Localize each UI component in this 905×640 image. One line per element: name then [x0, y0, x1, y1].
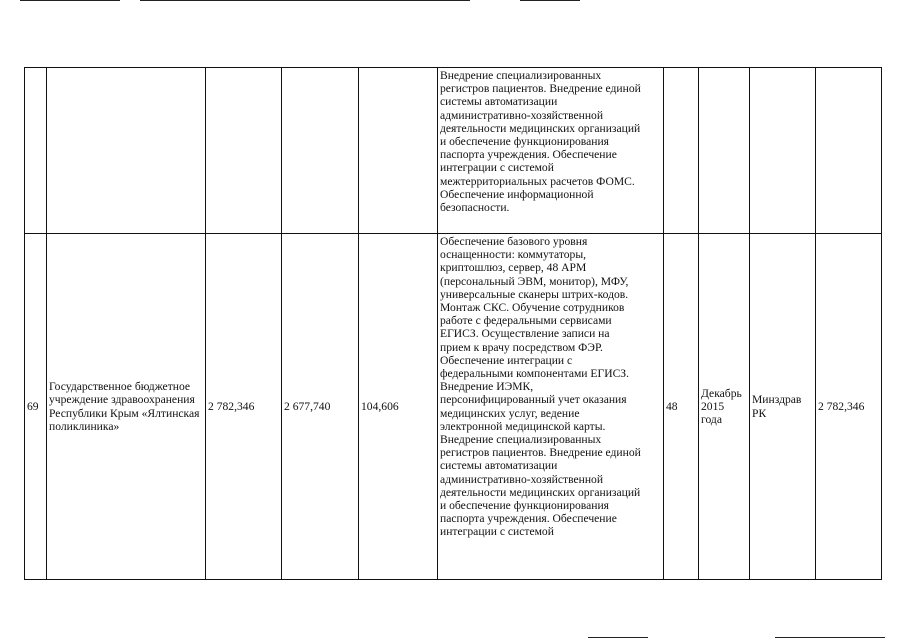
row-number-cell: 69	[25, 234, 47, 580]
description-line: Монтаж СКС. Обучение сотрудников	[440, 301, 625, 315]
description-line: паспорта учреждения. Обеспечение	[440, 148, 617, 162]
description-line: системы автоматизации	[440, 459, 558, 473]
description-line: паспорта учреждения. Обеспечение	[440, 512, 617, 526]
document-table	[24, 67, 882, 580]
description-line: (персональный ЭВМ, монитор), МФУ,	[440, 274, 629, 288]
description-line: прием к врачу посредством ФЭР.	[440, 340, 603, 354]
description-line: персонифицированный учет оказания	[440, 393, 627, 407]
description-line: Обеспечение информационной	[440, 187, 594, 201]
description-line: интеграции с системой	[440, 525, 554, 539]
description-line: регистров пациентов. Внедрение единой	[440, 82, 641, 96]
scan-line-top-mid	[140, 0, 470, 1]
description-line: универсальные сканеры штрих-кодов.	[440, 287, 629, 301]
description-line: административно-хозяйственной	[440, 108, 604, 122]
description-cell	[438, 234, 664, 580]
scan-line-top-left	[20, 0, 120, 1]
description-line: федеральными компонентами ЕГИСЗ.	[440, 367, 630, 381]
description-line: интеграции с системой	[440, 161, 554, 175]
federal-cell: 2 677,740	[282, 234, 359, 580]
description-line: системы автоматизации	[440, 95, 558, 109]
description-line: Внедрение специализированных	[440, 433, 602, 447]
description-line: криптошлюз, сервер, 48 АРМ	[440, 261, 587, 275]
scan-line-top-right	[520, 0, 580, 1]
description-line: Внедрение специализированных	[440, 69, 602, 82]
description-line: ЕГИСЗ. Осуществление записи на	[440, 327, 610, 341]
scan-line-bottom-right	[775, 637, 885, 638]
description-line: медицинских услуг, ведение	[440, 406, 580, 420]
deadline-cell	[699, 68, 750, 234]
organization-cell	[47, 68, 206, 234]
table-row-continued	[25, 68, 882, 234]
organization-cell: Государственное бюджетное учреждение здравоохранения Республики Крым «Ялтинская поликлиника»	[47, 234, 206, 580]
description-line: безопасности.	[440, 201, 510, 215]
amount-cell	[816, 68, 882, 234]
regional-cell	[359, 68, 438, 234]
responsible-cell: Минздрав РК	[750, 234, 816, 580]
description-line: межтерриториальных расчетов ФОМС.	[440, 174, 635, 188]
description-line: деятельности медицинских организаций	[440, 485, 641, 499]
description-line: административно-хозяйственной	[440, 472, 604, 486]
responsible-cell	[750, 68, 816, 234]
description-line: деятельности медицинских организаций	[440, 121, 641, 135]
table-row-69	[25, 234, 882, 580]
row-number-cell	[25, 68, 47, 234]
description-line: электронной медицинской карты.	[440, 419, 606, 433]
description-line: оснащенности: коммутаторы,	[440, 248, 587, 262]
description-line: Внедрение ИЭМК,	[440, 380, 534, 394]
deadline-cell: Декабрь 2015 года	[699, 234, 750, 580]
total-cell	[206, 68, 282, 234]
scan-line-bottom-mid	[588, 637, 648, 638]
description-line: и обеспечение функционирования	[440, 499, 609, 513]
description-line: Обеспечение базового уровня	[440, 235, 588, 248]
workstations-cell	[664, 68, 699, 234]
description-line: и обеспечение функционирования	[440, 135, 609, 149]
workstations-cell: 48	[664, 234, 699, 580]
regional-cell: 104,606	[359, 234, 438, 580]
description-line: регистров пациентов. Внедрение единой	[440, 446, 641, 460]
total-cell: 2 782,346	[206, 234, 282, 580]
description-line: Обеспечение интеграции с	[440, 353, 573, 367]
description-line: работе с федеральными сервисами	[440, 314, 612, 328]
federal-cell	[282, 68, 359, 234]
description-cell	[438, 68, 664, 234]
amount-cell: 2 782,346	[816, 234, 882, 580]
